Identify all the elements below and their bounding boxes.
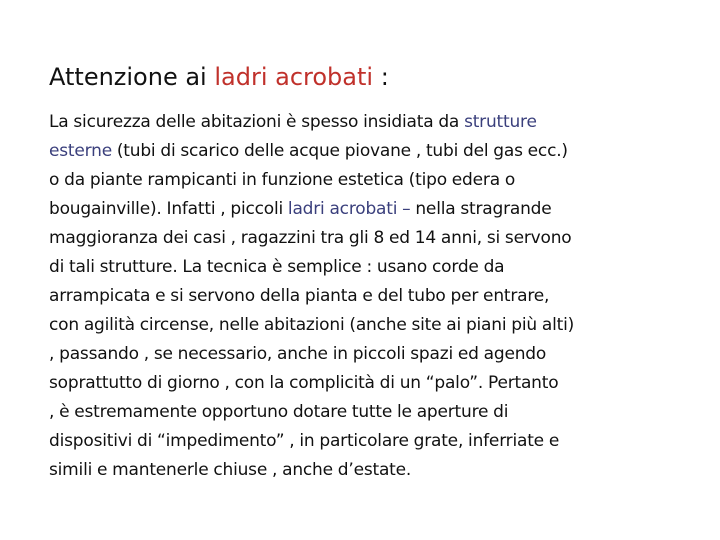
body-line-8: con agilità circense, nelle abitazioni (anche site ai piani più alti): [49, 315, 575, 335]
body-line-12: dispositivi di “impedimento” , in particolare grate, inferriate e: [49, 431, 560, 451]
title-prefix: Attenzione ai: [49, 63, 215, 91]
body-text-segment: La sicurezza delle abitazioni è spesso insidiata da: [49, 112, 465, 132]
body-text-segment: bougainville). Infatti , piccoli: [49, 199, 288, 219]
highlight-strutture: strutture: [464, 112, 537, 132]
slide-title: [49, 60, 389, 94]
body-line-9: , passando , se necessario, anche in piccoli spazi ed agendo: [49, 344, 547, 364]
body-line-1: [49, 108, 679, 137]
body-line-10: soprattutto di giorno , con la complicità di un “palo”. Pertanto: [49, 373, 559, 393]
body-line-3: o da piante rampicanti in funzione estetica (tipo edera o: [49, 170, 516, 190]
body-line-5: maggioranza dei casi , ragazzini tra gli 8 ed 14 anni, si servono: [49, 228, 572, 248]
slide-body-text: [49, 108, 679, 485]
title-suffix: :: [373, 63, 389, 91]
body-text-segment: (tubi di scarico delle acque piovane , tubi del gas ecc.): [111, 141, 568, 161]
highlight-esterne: esterne: [49, 141, 112, 161]
highlight-ladri-acrobati: ladri acrobati –: [287, 199, 411, 219]
body-line-7: arrampicata e si servono della pianta e del tubo per entrare,: [49, 286, 550, 306]
body-line-11: , è estremamente opportuno dotare tutte le aperture di: [49, 402, 509, 422]
body-line-2: [49, 137, 679, 166]
body-line-13: simili e mantenerle chiuse , anche d’estate.: [49, 460, 412, 480]
body-text-segment: nella stragrande: [410, 199, 552, 219]
body-line-6: di tali strutture. La tecnica è semplice : usano corde da: [49, 257, 505, 277]
body-line-4: [49, 195, 679, 224]
title-highlight: ladri acrobati: [214, 63, 374, 91]
